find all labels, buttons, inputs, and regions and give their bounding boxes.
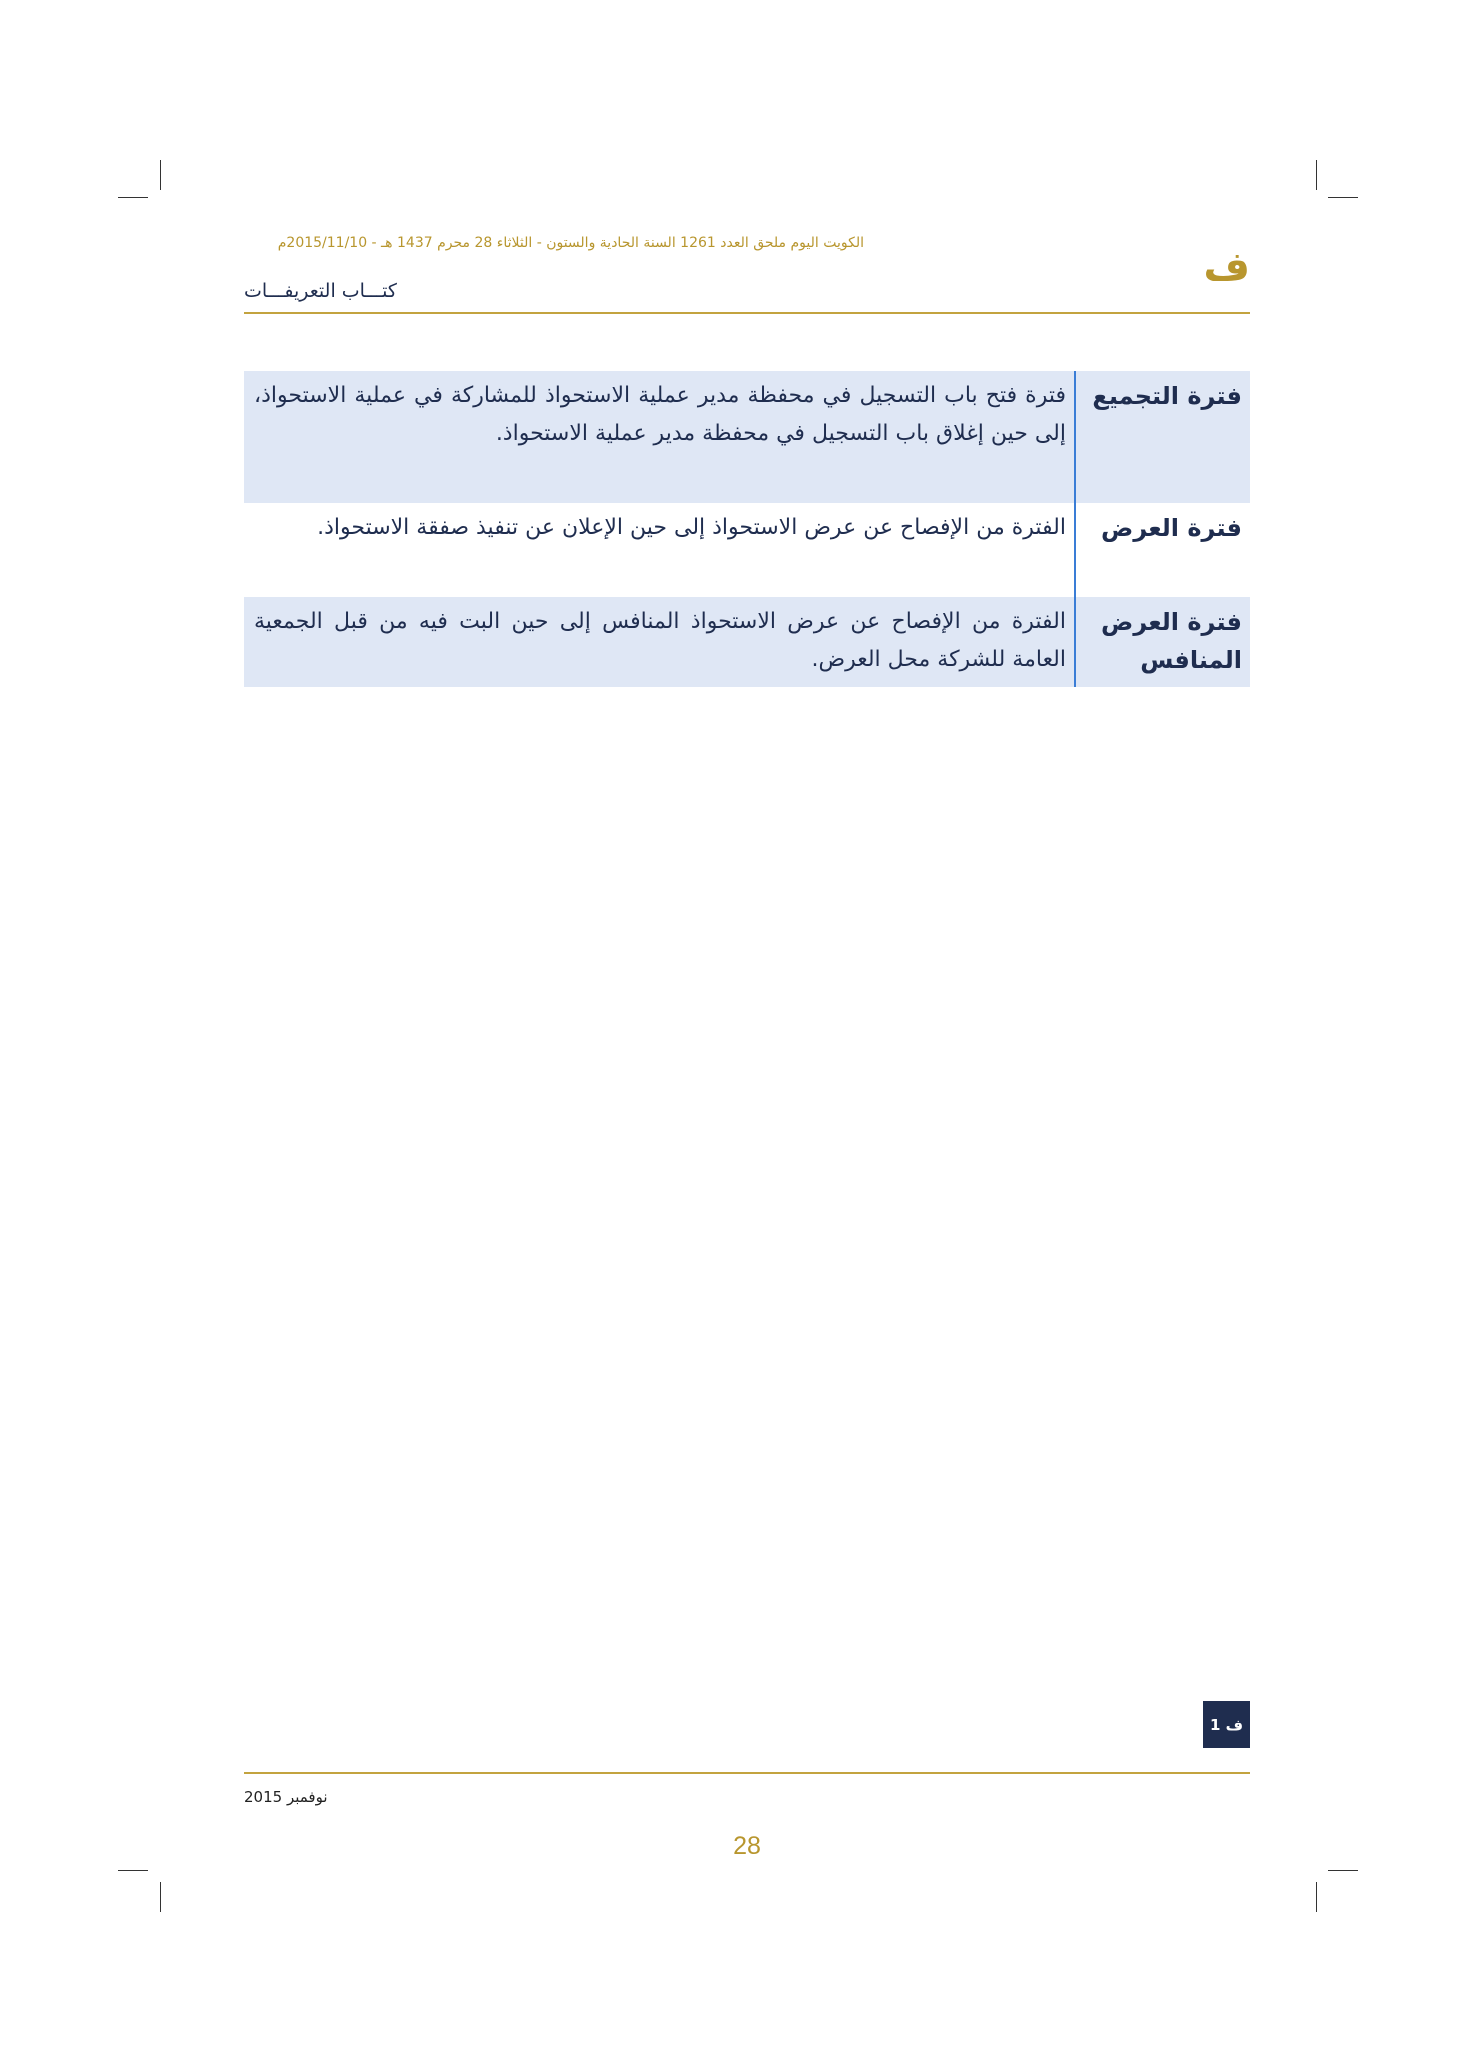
header-rule (244, 312, 1250, 314)
definitions-table (244, 371, 1250, 687)
definition-row (244, 371, 1250, 503)
definition-text: الفترة من الإفصاح عن عرض الاستحواذ إلى حين الإعلان عن تنفيذ صفقة الاستحواذ. (317, 515, 1066, 540)
definition-text: الفترة من الإفصاح عن عرض الاستحواذ المنافس إلى حين البت فيه من قبل الجمعية العامة للشركة محل العرض. (254, 609, 1066, 672)
header-meta: الكويت اليوم ملحق العدد 1261 السنة الحادية والستون - الثلاثاء 28 محرم 1437 هـ - 2015/11/10م (277, 235, 864, 251)
crop-mark (1316, 160, 1317, 190)
crop-mark (160, 160, 161, 190)
page-tag: ف 1 (1203, 1701, 1250, 1748)
section-letter: ف (1203, 244, 1250, 290)
definition-term: فترة التجميع (1074, 371, 1250, 503)
footer-rule (244, 1772, 1250, 1774)
crop-mark (1328, 197, 1358, 198)
crop-mark (1316, 1882, 1317, 1912)
definition-row (244, 597, 1250, 687)
page-number: 28 (733, 1832, 761, 1860)
definition-term: فترة العرض المنافس (1074, 597, 1250, 687)
crop-mark (118, 197, 148, 198)
crop-mark (118, 1870, 148, 1871)
crop-mark (160, 1882, 161, 1912)
book-title: كتـــاب التعريفـــات (244, 280, 397, 302)
definition-row (244, 503, 1250, 597)
crop-mark (1328, 1870, 1358, 1871)
definition-term: فترة العرض (1074, 503, 1250, 597)
definition-text: فترة فتح باب التسجيل في محفظة مدير عملية الاستحواذ للمشاركة في عملية الاستحواذ، إلى حين إغلاق باب التسجيل في محفظة مدير عملية الاستحواذ. (254, 383, 1066, 446)
footer-date: نوفمبر 2015 (244, 1788, 328, 1806)
